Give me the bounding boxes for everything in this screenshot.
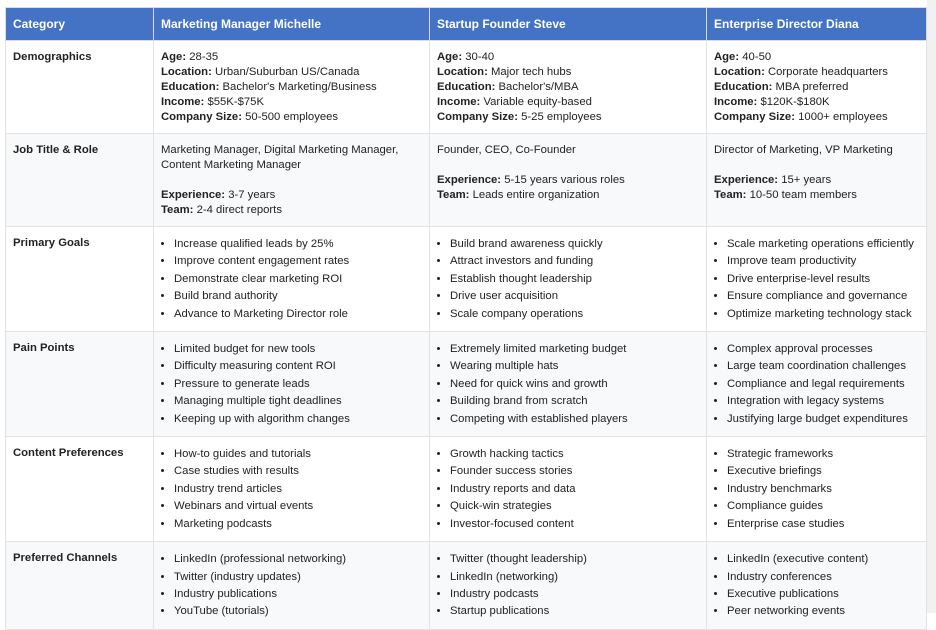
field-label: Income: <box>161 96 205 108</box>
field-value: MBA preferred <box>775 81 849 93</box>
bullet-list <box>437 446 699 533</box>
field-value: 50-500 employees <box>245 111 339 123</box>
table-row-job-title <box>6 134 927 227</box>
demographic-field <box>437 95 699 110</box>
list-item: • Pressure to generate leads <box>174 376 422 393</box>
list-item: • Increase qualified leads by 25% <box>174 236 422 253</box>
field-value: Major tech hubs <box>490 66 572 78</box>
job-field <box>714 173 919 188</box>
list-item: • Compliance and legal requirements <box>727 376 919 393</box>
list-item: • Marketing podcasts <box>174 516 422 533</box>
job-cell <box>707 134 927 227</box>
field-label: Company Size: <box>161 111 242 123</box>
list-cell <box>707 542 927 630</box>
list-item: • Managing multiple tight deadlines <box>174 393 422 410</box>
field-label: Team: <box>437 189 470 201</box>
list-item: • Build brand awareness quickly <box>450 236 699 253</box>
list-cell <box>430 227 707 332</box>
field-value: 1000+ employees <box>798 111 888 123</box>
list-item: • Investor-focused content <box>450 516 699 533</box>
list-item: • Strategic frameworks <box>727 446 919 463</box>
demographic-field <box>714 110 919 125</box>
field-value: 30-40 <box>465 51 495 63</box>
field-value: 15+ years <box>781 174 832 186</box>
field-value: Bachelor's/MBA <box>498 81 579 93</box>
spacer <box>161 173 422 188</box>
field-label: Education: <box>714 81 773 93</box>
list-item: • Establish thought leadership <box>450 271 699 288</box>
list-item: • Founder success stories <box>450 463 699 480</box>
field-label: Company Size: <box>437 111 518 123</box>
job-cell <box>154 134 430 227</box>
spacer <box>714 158 919 173</box>
category-label: Primary Goals <box>6 227 154 332</box>
bullet-list <box>161 551 422 621</box>
list-item: • Scale company operations <box>450 306 699 323</box>
demographic-field <box>714 80 919 95</box>
job-titles: Director of Marketing, VP Marketing <box>714 144 893 156</box>
category-label: Content Preferences <box>6 437 154 542</box>
list-cell <box>430 542 707 630</box>
bullet-list <box>161 341 422 428</box>
bullet-list <box>161 446 422 533</box>
list-item: • Large team coordination challenges <box>727 358 919 375</box>
list-cell <box>430 437 707 542</box>
list-item: • Industry conferences <box>727 569 919 586</box>
list-item: • Enterprise case studies <box>727 516 919 533</box>
list-item: • Drive enterprise-level results <box>727 271 919 288</box>
bullet-list <box>714 236 919 323</box>
table-row-content-preferences <box>6 437 927 542</box>
job-field <box>161 203 422 218</box>
category-label: Preferred Channels <box>6 542 154 630</box>
list-item: • Executive briefings <box>727 463 919 480</box>
list-item: • Twitter (thought leadership) <box>450 551 699 568</box>
list-item: • Industry podcasts <box>450 586 699 603</box>
job-field <box>437 173 699 188</box>
list-cell <box>707 332 927 437</box>
demographic-field <box>437 110 699 125</box>
job-field <box>437 188 699 203</box>
header-row <box>6 8 927 41</box>
list-item: • Executive publications <box>727 586 919 603</box>
job-cell <box>430 134 707 227</box>
list-item: • Competing with established players <box>450 411 699 428</box>
table-row-pain-points <box>6 332 927 437</box>
field-value: 2-4 direct reports <box>196 204 282 216</box>
bullet-list <box>714 341 919 428</box>
list-item: • Startup publications <box>450 603 699 620</box>
list-item: • Wearing multiple hats <box>450 358 699 375</box>
job-field <box>714 188 919 203</box>
field-label: Education: <box>161 81 220 93</box>
demographics-cell <box>707 41 927 134</box>
bullet-list <box>161 236 422 323</box>
list-item: • Keeping up with algorithm changes <box>174 411 422 428</box>
list-item: • Industry benchmarks <box>727 481 919 498</box>
field-label: Income: <box>437 96 481 108</box>
field-value: Variable equity-based <box>483 96 592 108</box>
list-cell <box>707 437 927 542</box>
demographic-field <box>161 110 422 125</box>
field-value: Urban/Suburban US/Canada <box>214 66 360 78</box>
bullet-list <box>714 551 919 621</box>
table-row-primary-goals <box>6 227 927 332</box>
demographic-field <box>161 65 422 80</box>
list-cell <box>154 542 430 630</box>
bullet-list <box>437 341 699 428</box>
list-item: • Scale marketing operations efficiently <box>727 236 919 253</box>
column-header: Category <box>6 8 154 41</box>
list-item: • YouTube (tutorials) <box>174 603 422 620</box>
list-item: • Peer networking events <box>727 603 919 620</box>
list-cell <box>154 227 430 332</box>
category-label: Job Title & Role <box>6 134 154 227</box>
list-item: • Quick-win strategies <box>450 498 699 515</box>
list-item: • Improve content engagement rates <box>174 253 422 270</box>
list-item: • Industry trend articles <box>174 481 422 498</box>
demographics-cell <box>430 41 707 134</box>
persona-table <box>5 7 927 630</box>
list-item: • Building brand from scratch <box>450 393 699 410</box>
field-label: Age: <box>714 51 740 63</box>
list-item: • Twitter (industry updates) <box>174 569 422 586</box>
field-label: Location: <box>161 66 212 78</box>
field-value: 10-50 team members <box>749 189 857 201</box>
field-label: Experience: <box>714 174 779 186</box>
demographic-field <box>437 50 699 65</box>
table-row-demographics <box>6 41 927 134</box>
field-label: Age: <box>161 51 187 63</box>
list-item: • Webinars and virtual events <box>174 498 422 515</box>
field-label: Age: <box>437 51 463 63</box>
field-value: $55K-$75K <box>207 96 264 108</box>
list-item: • Case studies with results <box>174 463 422 480</box>
table-row-preferred-channels <box>6 542 927 630</box>
list-item: • Extremely limited marketing budget <box>450 341 699 358</box>
list-item: • Optimize marketing technology stack <box>727 306 919 323</box>
field-label: Income: <box>714 96 758 108</box>
field-value: Bachelor's Marketing/Business <box>222 81 377 93</box>
list-item: • Justifying large budget expenditures <box>727 411 919 428</box>
list-item: • Need for quick wins and growth <box>450 376 699 393</box>
field-value: 28-35 <box>189 51 219 63</box>
column-header: Marketing Manager Michelle <box>154 8 430 41</box>
demographic-field <box>714 65 919 80</box>
demographic-field <box>161 50 422 65</box>
list-item: • Demonstrate clear marketing ROI <box>174 271 422 288</box>
field-value: $120K-$180K <box>760 96 830 108</box>
demographic-field <box>714 50 919 65</box>
job-titles: Marketing Manager, Digital Marketing Manager, Content Marketing Manager <box>161 144 399 171</box>
bullet-list <box>437 551 699 621</box>
list-item: • Ensure compliance and governance <box>727 288 919 305</box>
bullet-list <box>714 446 919 533</box>
field-value: 5-15 years various roles <box>504 174 625 186</box>
field-label: Experience: <box>437 174 502 186</box>
list-item: • LinkedIn (professional networking) <box>174 551 422 568</box>
job-titles: Founder, CEO, Co-Founder <box>437 144 576 156</box>
category-label: Pain Points <box>6 332 154 437</box>
list-item: • Advance to Marketing Director role <box>174 306 422 323</box>
column-header: Enterprise Director Diana <box>707 8 927 41</box>
field-label: Team: <box>714 189 747 201</box>
field-value: 40-50 <box>742 51 772 63</box>
column-header: Startup Founder Steve <box>430 8 707 41</box>
list-item: • Limited budget for new tools <box>174 341 422 358</box>
field-label: Experience: <box>161 189 226 201</box>
list-cell <box>154 332 430 437</box>
list-item: • Attract investors and funding <box>450 253 699 270</box>
list-item: • Integration with legacy systems <box>727 393 919 410</box>
list-item: • Build brand authority <box>174 288 422 305</box>
demographic-field <box>161 95 422 110</box>
job-field <box>161 188 422 203</box>
field-value: 3-7 years <box>228 189 276 201</box>
list-item: • Improve team productivity <box>727 253 919 270</box>
list-item: • LinkedIn (executive content) <box>727 551 919 568</box>
list-item: • Industry publications <box>174 586 422 603</box>
list-item: • Drive user acquisition <box>450 288 699 305</box>
list-item: • LinkedIn (networking) <box>450 569 699 586</box>
bullet-list <box>437 236 699 323</box>
field-value: Corporate headquarters <box>767 66 888 78</box>
demographic-field <box>437 80 699 95</box>
field-value: Leads entire organization <box>472 189 600 201</box>
field-label: Team: <box>161 204 194 216</box>
field-label: Company Size: <box>714 111 795 123</box>
field-value: 5-25 employees <box>521 111 602 123</box>
list-item: • Complex approval processes <box>727 341 919 358</box>
list-item: • Industry reports and data <box>450 481 699 498</box>
list-cell <box>707 227 927 332</box>
demographic-field <box>714 95 919 110</box>
field-label: Education: <box>437 81 496 93</box>
list-cell <box>154 437 430 542</box>
field-label: Location: <box>714 66 765 78</box>
scrollbar[interactable] <box>927 0 936 613</box>
demographic-field <box>161 80 422 95</box>
list-item: • Difficulty measuring content ROI <box>174 358 422 375</box>
demographics-cell <box>154 41 430 134</box>
list-cell <box>430 332 707 437</box>
spacer <box>437 158 699 173</box>
list-item: • Compliance guides <box>727 498 919 515</box>
list-item: • How-to guides and tutorials <box>174 446 422 463</box>
field-label: Location: <box>437 66 488 78</box>
list-item: • Growth hacking tactics <box>450 446 699 463</box>
category-label: Demographics <box>6 41 154 134</box>
demographic-field <box>437 65 699 80</box>
